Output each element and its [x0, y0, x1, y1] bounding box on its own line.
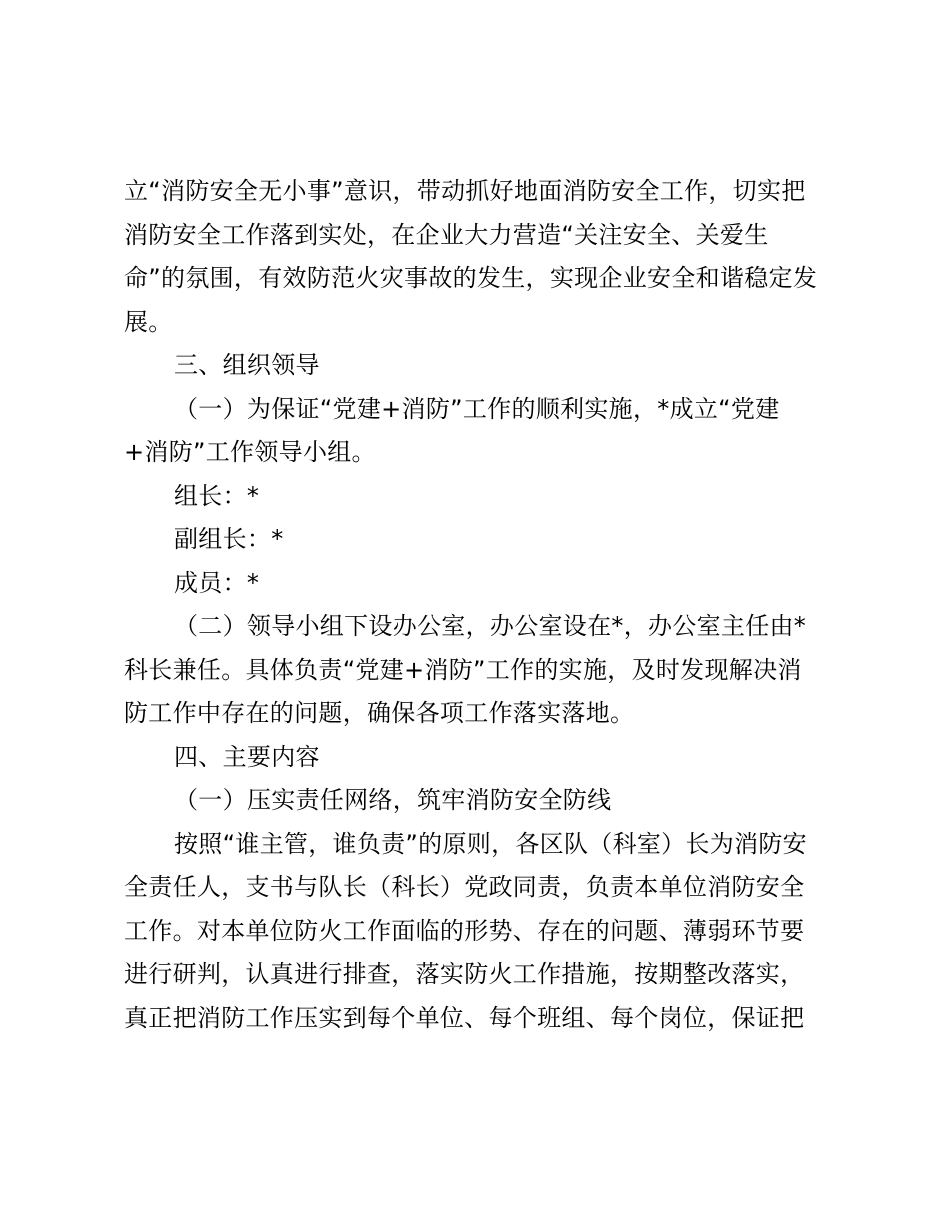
paragraph-line: 科长兼任。具体负责“党建+消防”工作的实施，及时发现解决消: [124, 655, 802, 684]
paragraph-line: 进行研判，认真进行排查，落实防火工作措施，按期整改落实，: [124, 960, 805, 988]
paragraph-line-indented: （一）压实责任网络，筑牢消防安全防线: [174, 786, 612, 814]
paragraph-line-indented: （二）领导小组下设办公室，办公室设在*，办公室主任由*: [174, 612, 807, 640]
paragraph-line-indented: 按照“谁主管，谁负责”的原则，各区队（科室）长为消防安: [174, 829, 807, 858]
paragraph-line: 展。: [124, 307, 173, 336]
paragraph-line: 立“消防安全无小事”意识，带动抓好地面消防安全工作，切实把: [124, 177, 806, 205]
document-body: [124, 170, 836, 1040]
paragraph-line-indented: 三、组织领导: [174, 351, 320, 379]
paragraph-line-indented: （一）为保证“党建+消防”工作的顺利实施，*成立“党建: [174, 394, 780, 423]
paragraph-line-indented: 副组长：*: [174, 525, 284, 553]
paragraph-line: 防工作中存在的问题，确保各项工作落实落地。: [124, 699, 635, 727]
paragraph-line: 命”的氛围，有效防范火灾事故的发生，实现企业安全和谐稳定发: [124, 264, 818, 292]
paragraph-line: 真正把消防工作压实到每个单位、每个班组、每个岗位，保证把: [124, 1003, 805, 1032]
paragraph-line: 消防安全工作落到实处，在企业大力营造“关注安全、关爱生: [124, 220, 769, 249]
paragraph-line: 全责任人，支书与队长（科长）党政同责，负责本单位消防安全: [124, 873, 805, 901]
paragraph-line: 工作。对本单位防火工作面临的形势、存在的问题、薄弱环节要: [124, 916, 805, 945]
paragraph-line: +消防”工作领导小组。: [124, 438, 376, 466]
paragraph-line-indented: 成员：*: [174, 568, 260, 597]
paragraph-line-indented: 四、主要内容: [174, 742, 320, 771]
paragraph-line-indented: 组长：*: [174, 481, 260, 510]
